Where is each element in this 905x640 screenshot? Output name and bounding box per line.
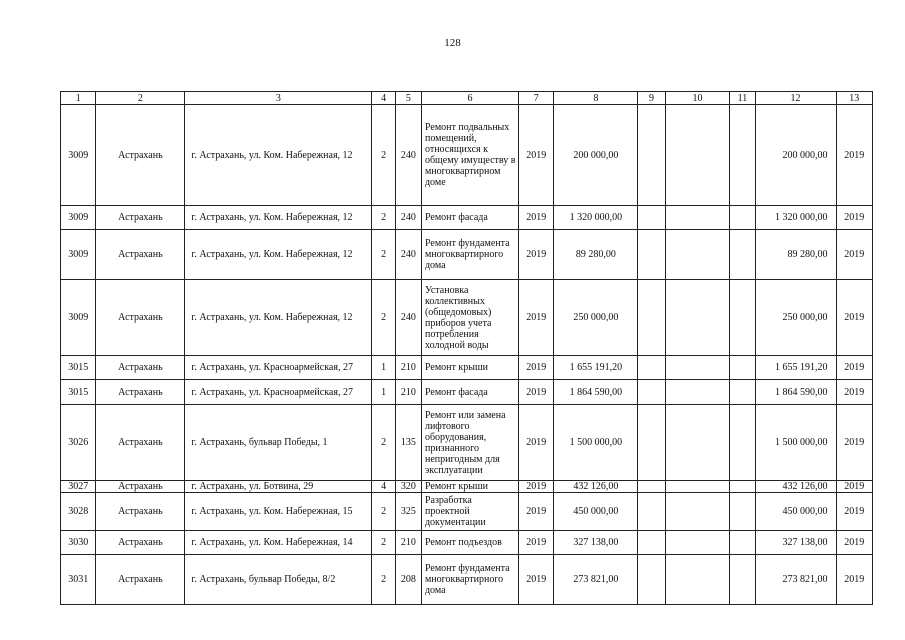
- cell-address: г. Астрахань, бульвар Победы, 8/2: [185, 555, 372, 605]
- cell-code: 240: [395, 280, 421, 356]
- column-number: 5: [395, 92, 421, 105]
- cell-entrances: 2: [372, 405, 395, 481]
- cell-address: г. Астрахань, ул. Ком. Набережная, 12: [185, 280, 372, 356]
- cell-col9: [638, 531, 665, 555]
- cell-col9: [638, 230, 665, 280]
- cell-city: Астрахань: [96, 380, 185, 405]
- cell-city: Астрахань: [96, 105, 185, 206]
- cell-amount: 1 320 000,00: [554, 206, 638, 230]
- column-number: 4: [372, 92, 395, 105]
- cell-year: 2019: [519, 555, 554, 605]
- cell-id: 3009: [61, 230, 96, 280]
- cell-address: г. Астрахань, ул. Ботвина, 29: [185, 481, 372, 493]
- cell-work-type: Ремонт фасада: [421, 380, 518, 405]
- column-number: 7: [519, 92, 554, 105]
- cell-city: Астрахань: [96, 481, 185, 493]
- cell-entrances: 1: [372, 356, 395, 380]
- column-number: 13: [836, 92, 873, 105]
- column-number: 9: [638, 92, 665, 105]
- cell-col10: [665, 493, 730, 531]
- cell-col10: [665, 356, 730, 380]
- cell-year-end: 2019: [836, 206, 873, 230]
- cell-year: 2019: [519, 356, 554, 380]
- cell-col9: [638, 555, 665, 605]
- cell-code: 210: [395, 380, 421, 405]
- cell-address: г. Астрахань, ул. Ком. Набережная, 12: [185, 206, 372, 230]
- cell-amount: 1 655 191,20: [554, 356, 638, 380]
- cell-year: 2019: [519, 531, 554, 555]
- cell-col10: [665, 206, 730, 230]
- cell-city: Астрахань: [96, 280, 185, 356]
- cell-work-type: Ремонт фундамента многоквартирного дома: [421, 230, 518, 280]
- cell-col11: [730, 206, 755, 230]
- cell-col11: [730, 380, 755, 405]
- cell-code: 210: [395, 531, 421, 555]
- cell-year: 2019: [519, 380, 554, 405]
- cell-col9: [638, 280, 665, 356]
- table-row: [61, 380, 873, 405]
- cell-entrances: 2: [372, 555, 395, 605]
- cell-amount: 89 280,00: [554, 230, 638, 280]
- cell-amount: 250 000,00: [554, 280, 638, 356]
- cell-id: 3026: [61, 405, 96, 481]
- cell-year-end: 2019: [836, 380, 873, 405]
- cell-entrances: 2: [372, 230, 395, 280]
- cell-address: г. Астрахань, ул. Ком. Набережная, 12: [185, 105, 372, 206]
- cell-col10: [665, 105, 730, 206]
- cell-work-type: Ремонт крыши: [421, 481, 518, 493]
- cell-amount-total: 250 000,00: [755, 280, 836, 356]
- cell-year-end: 2019: [836, 555, 873, 605]
- cell-city: Астрахань: [96, 230, 185, 280]
- cell-amount-total: 432 126,00: [755, 481, 836, 493]
- cell-city: Астрахань: [96, 206, 185, 230]
- cell-year-end: 2019: [836, 356, 873, 380]
- cell-address: г. Астрахань, ул. Красноармейская, 27: [185, 356, 372, 380]
- cell-amount-total: 1 320 000,00: [755, 206, 836, 230]
- cell-work-type: Ремонт подъездов: [421, 531, 518, 555]
- cell-entrances: 2: [372, 280, 395, 356]
- cell-amount: 1 864 590,00: [554, 380, 638, 405]
- cell-id: 3009: [61, 280, 96, 356]
- cell-col11: [730, 105, 755, 206]
- cell-id: 3009: [61, 105, 96, 206]
- cell-year: 2019: [519, 206, 554, 230]
- cell-id: 3015: [61, 380, 96, 405]
- cell-col11: [730, 555, 755, 605]
- cell-code: 240: [395, 105, 421, 206]
- table-row: [61, 105, 873, 206]
- cell-entrances: 1: [372, 380, 395, 405]
- cell-col10: [665, 280, 730, 356]
- cell-year-end: 2019: [836, 105, 873, 206]
- cell-work-type: Ремонт крыши: [421, 356, 518, 380]
- cell-id: 3030: [61, 531, 96, 555]
- cell-amount-total: 89 280,00: [755, 230, 836, 280]
- cell-code: 210: [395, 356, 421, 380]
- cell-amount: 432 126,00: [554, 481, 638, 493]
- table-row: [61, 230, 873, 280]
- cell-col9: [638, 206, 665, 230]
- cell-col10: [665, 405, 730, 481]
- cell-entrances: 4: [372, 481, 395, 493]
- table-row: [61, 555, 873, 605]
- cell-col10: [665, 531, 730, 555]
- cell-year-end: 2019: [836, 230, 873, 280]
- cell-amount-total: 327 138,00: [755, 531, 836, 555]
- cell-year: 2019: [519, 405, 554, 481]
- cell-code: 325: [395, 493, 421, 531]
- cell-code: 240: [395, 206, 421, 230]
- cell-year: 2019: [519, 280, 554, 356]
- column-number: 12: [755, 92, 836, 105]
- cell-work-type: Установка коллективных (общедомовых) приборов учета потребления холодной воды: [421, 280, 518, 356]
- cell-entrances: 2: [372, 493, 395, 531]
- cell-address: г. Астрахань, ул. Красноармейская, 27: [185, 380, 372, 405]
- cell-col9: [638, 493, 665, 531]
- cell-entrances: 2: [372, 206, 395, 230]
- table-row: [61, 356, 873, 380]
- cell-city: Астрахань: [96, 531, 185, 555]
- cell-code: 320: [395, 481, 421, 493]
- cell-id: 3027: [61, 481, 96, 493]
- cell-year-end: 2019: [836, 280, 873, 356]
- cell-amount: 327 138,00: [554, 531, 638, 555]
- cell-amount-total: 1 864 590,00: [755, 380, 836, 405]
- cell-col11: [730, 356, 755, 380]
- cell-address: г. Астрахань, ул. Ком. Набережная, 15: [185, 493, 372, 531]
- cell-col9: [638, 380, 665, 405]
- cell-year-end: 2019: [836, 481, 873, 493]
- cell-id: 3015: [61, 356, 96, 380]
- cell-amount-total: 200 000,00: [755, 105, 836, 206]
- cell-amount: 1 500 000,00: [554, 405, 638, 481]
- cell-amount-total: 273 821,00: [755, 555, 836, 605]
- cell-address: г. Астрахань, бульвар Победы, 1: [185, 405, 372, 481]
- cell-work-type: Ремонт фасада: [421, 206, 518, 230]
- cell-id: 3009: [61, 206, 96, 230]
- cell-entrances: 2: [372, 105, 395, 206]
- cell-code: 208: [395, 555, 421, 605]
- cell-year: 2019: [519, 105, 554, 206]
- cell-code: 135: [395, 405, 421, 481]
- column-number: 1: [61, 92, 96, 105]
- cell-col10: [665, 481, 730, 493]
- cell-col11: [730, 230, 755, 280]
- cell-address: г. Астрахань, ул. Ком. Набережная, 12: [185, 230, 372, 280]
- column-number-row: [61, 92, 873, 105]
- cell-col11: [730, 493, 755, 531]
- cell-col10: [665, 230, 730, 280]
- cell-city: Астрахань: [96, 356, 185, 380]
- cell-year: 2019: [519, 481, 554, 493]
- table-row: [61, 280, 873, 356]
- cell-address: г. Астрахань, ул. Ком. Набережная, 14: [185, 531, 372, 555]
- cell-amount: 200 000,00: [554, 105, 638, 206]
- cell-year: 2019: [519, 493, 554, 531]
- column-number: 11: [730, 92, 755, 105]
- cell-work-type: Ремонт или замена лифтового оборудования, признанного непригодным для эксплуатации: [421, 405, 518, 481]
- register-table: [60, 91, 873, 605]
- cell-amount-total: 1 500 000,00: [755, 405, 836, 481]
- cell-col11: [730, 405, 755, 481]
- cell-year-end: 2019: [836, 493, 873, 531]
- column-number: 3: [185, 92, 372, 105]
- cell-col9: [638, 481, 665, 493]
- cell-entrances: 2: [372, 531, 395, 555]
- table-row: [61, 493, 873, 531]
- table-row: [61, 531, 873, 555]
- cell-amount: 450 000,00: [554, 493, 638, 531]
- cell-city: Астрахань: [96, 555, 185, 605]
- cell-amount-total: 1 655 191,20: [755, 356, 836, 380]
- cell-work-type: Ремонт фундамента многоквартирного дома: [421, 555, 518, 605]
- page-number: 128: [444, 37, 461, 49]
- cell-work-type: Разработка проектной документации: [421, 493, 518, 531]
- cell-col9: [638, 405, 665, 481]
- cell-id: 3031: [61, 555, 96, 605]
- column-number: 2: [96, 92, 185, 105]
- cell-work-type: Ремонт подвальных помещений, относящихся к общему имуществу в многоквартирном доме: [421, 105, 518, 206]
- table-row: [61, 405, 873, 481]
- cell-year-end: 2019: [836, 531, 873, 555]
- cell-amount-total: 450 000,00: [755, 493, 836, 531]
- column-number: 10: [665, 92, 730, 105]
- cell-col11: [730, 481, 755, 493]
- column-number: 6: [421, 92, 518, 105]
- cell-city: Астрахань: [96, 493, 185, 531]
- cell-year: 2019: [519, 230, 554, 280]
- table-row: [61, 206, 873, 230]
- column-number: 8: [554, 92, 638, 105]
- cell-col9: [638, 105, 665, 206]
- cell-col10: [665, 380, 730, 405]
- cell-code: 240: [395, 230, 421, 280]
- cell-col10: [665, 555, 730, 605]
- cell-col11: [730, 280, 755, 356]
- cell-amount: 273 821,00: [554, 555, 638, 605]
- table-row: [61, 481, 873, 493]
- cell-col9: [638, 356, 665, 380]
- cell-col11: [730, 531, 755, 555]
- cell-city: Астрахань: [96, 405, 185, 481]
- cell-year-end: 2019: [836, 405, 873, 481]
- cell-id: 3028: [61, 493, 96, 531]
